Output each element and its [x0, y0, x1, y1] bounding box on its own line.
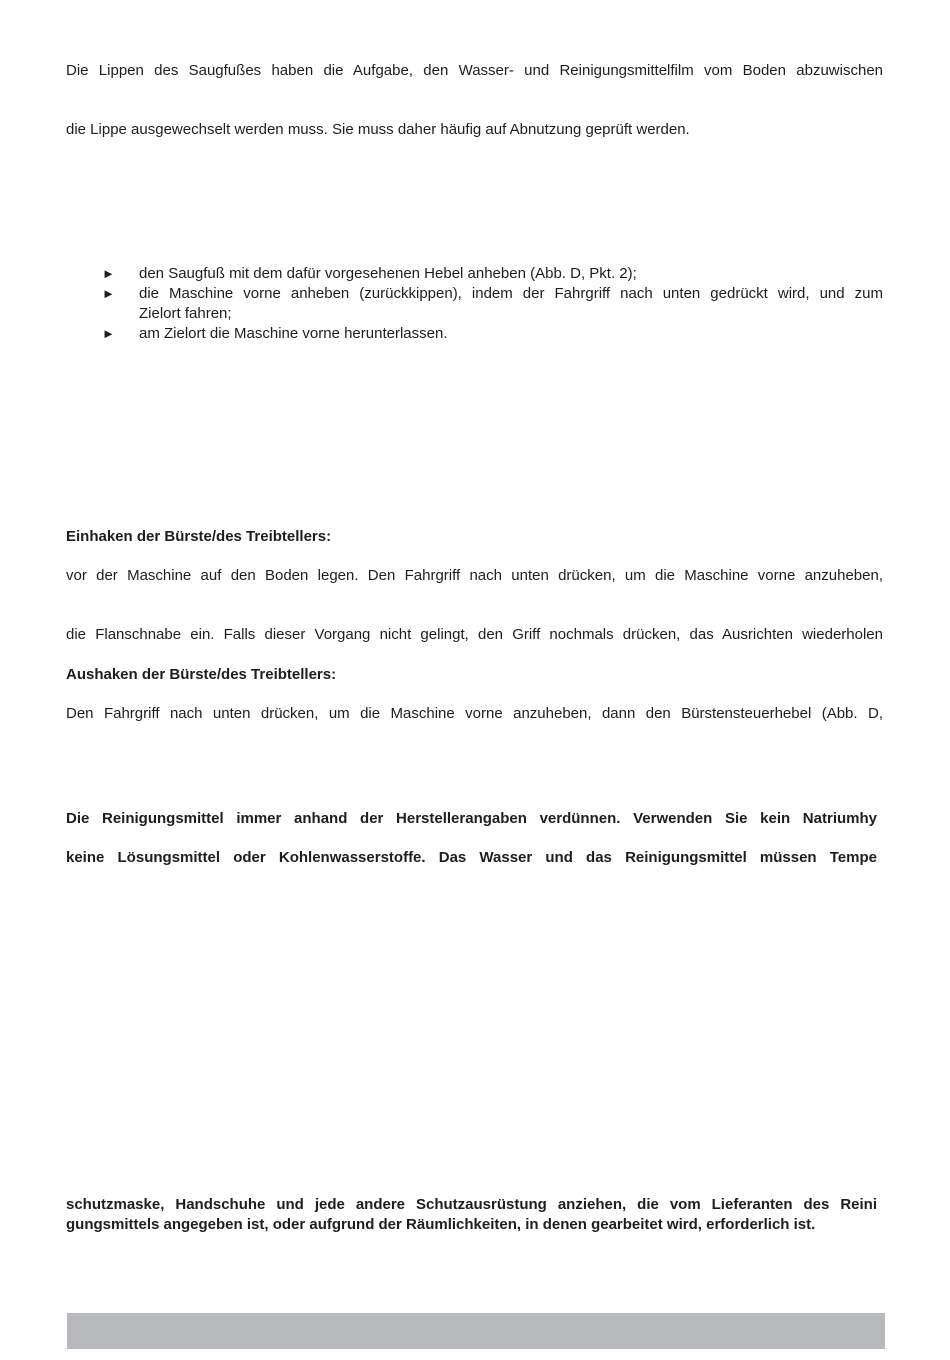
brush-hook-heading: Einhaken der Bürste/des Treibtellers:	[66, 528, 332, 545]
squeegee-paragraph-line-2: die Lippe ausgewechselt werden muss. Sie muss daher häufig auf Abnutzung geprüft werden.	[66, 121, 690, 138]
safety-line-2: gungsmittels angegeben ist, oder aufgrund der Räumlichkeiten, in denen gearbeitet wird, erforderlich ist.	[66, 1216, 816, 1233]
safety-line-1: schutzmaske, Handschuhe und jede andere Schutzausrüstung anziehen, die vom Lieferanten des Reini	[66, 1196, 877, 1213]
footer-bar	[67, 1313, 885, 1349]
detergent-line-2: keine Lösungsmittel oder Kohlenwasserstoffe. Das Wasser und das Reinigungsmittel müssen Tempe	[66, 849, 877, 866]
transport-step-2-line-1: die Maschine vorne anheben (zurückkippen), indem der Fahrgriff nach unten gedrückt wird, und zum	[139, 285, 883, 302]
transport-step-2-line-2: Zielort fahren;	[139, 305, 232, 322]
brush-hook-line-1: vor der Maschine auf den Boden legen. Den Fahrgriff nach unten drücken, um die Maschine vorne anzuheben,	[66, 567, 883, 584]
bullet-arrow-icon: ►	[102, 326, 115, 341]
brush-hook-line-2: die Flanschnabe ein. Falls dieser Vorgang nicht gelingt, den Griff nochmals drücken, das Ausrichten wiederholen	[66, 626, 883, 643]
bullet-arrow-icon: ►	[102, 286, 115, 301]
detergent-line-1: Die Reinigungsmittel immer anhand der Herstellerangaben verdünnen. Verwenden Sie kein Natriumhy	[66, 810, 877, 827]
bullet-arrow-icon: ►	[102, 266, 115, 281]
brush-unhook-heading: Aushaken der Bürste/des Treibtellers:	[66, 666, 337, 683]
transport-step-1: den Saugfuß mit dem dafür vorgesehenen Hebel anheben (Abb. D, Pkt. 2);	[139, 265, 637, 282]
squeegee-paragraph-line-1: Die Lippen des Saugfußes haben die Aufgabe, den Wasser- und Reinigungsmittelfilm vom Boden abzuwischen	[66, 62, 883, 79]
brush-unhook-line-1: Den Fahrgriff nach unten drücken, um die Maschine vorne anzuheben, dann den Bürstensteuerhebel (Abb. D,	[66, 705, 883, 722]
transport-step-3: am Zielort die Maschine vorne herunterlassen.	[139, 325, 448, 342]
